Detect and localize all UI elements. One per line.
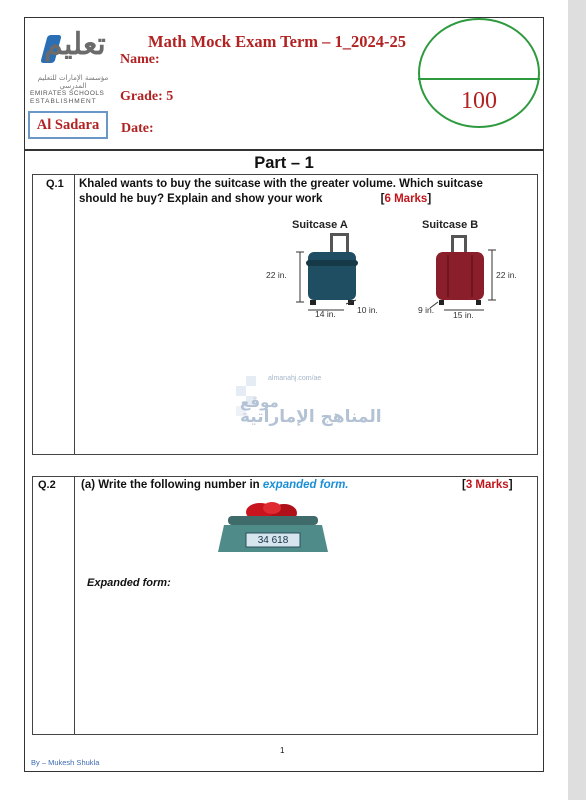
page-number: 1 xyxy=(280,746,285,755)
author-footer: By – Mukesh Shukla xyxy=(31,758,100,767)
question-2-marks: 3 Marks xyxy=(465,479,509,491)
suitcase-a-image xyxy=(296,233,358,310)
part-title: Part – 1 xyxy=(254,154,314,172)
suitcases-illustration xyxy=(258,230,528,325)
header-divider xyxy=(24,149,544,151)
question-number-column xyxy=(33,175,75,454)
suitcase-b-length: 15 in. xyxy=(453,310,474,320)
question-2-marks-wrap: [3 Marks] xyxy=(462,479,513,491)
suitcase-b-image xyxy=(430,235,496,310)
question-1-text: Khaled wants to buy the suitcase with the greater volume. Which suitcase should he buy? Explain and show your work [6 Marks] xyxy=(79,178,483,205)
suitcase-a-length: 14 in. xyxy=(315,309,336,319)
logo-arabic-subtitle: مؤسسة الإمارات للتعليم المدرسي xyxy=(37,74,109,90)
suitcase-b-height: 22 in. xyxy=(496,270,517,280)
total-score: 100 xyxy=(461,88,497,114)
scale-display-number: 34 618 xyxy=(257,535,289,546)
suitcase-b-title: Suitcase B xyxy=(422,219,479,231)
question-2-text: (a) Write the following number in expanded form. xyxy=(81,479,349,491)
question-number-column xyxy=(33,477,75,734)
exam-title: Math Mock Exam Term – 1_2024-25 xyxy=(148,32,407,51)
suitcase-a-width: 10 in. xyxy=(357,305,378,315)
watermark-text-2: المناهج الإماراتية xyxy=(240,407,382,427)
logo-arabic: تعليم xyxy=(44,27,106,62)
question-1-number: Q.1 xyxy=(46,178,64,190)
watermark-text-1: موقع xyxy=(240,393,279,411)
question-2-number: Q.2 xyxy=(38,479,56,491)
score-divider xyxy=(418,78,540,80)
logo-english-line2: ESTABLISHMENT xyxy=(30,98,97,105)
logo-english-line1: EMIRATES SCHOOLS xyxy=(30,90,105,97)
question-1-marks: 6 Marks xyxy=(384,193,428,205)
name-label: Name: xyxy=(120,52,160,67)
school-name: Al Sadara xyxy=(28,111,108,139)
expanded-form-label: Expanded form: xyxy=(87,577,171,589)
suitcase-a-title: Suitcase A xyxy=(292,219,348,231)
viewer-edge xyxy=(568,0,586,800)
watermark-url: almanahj.com/ae xyxy=(268,375,322,382)
scale-illustration xyxy=(218,500,328,558)
suitcase-a-height: 22 in. xyxy=(266,270,287,280)
date-label: Date: xyxy=(121,121,154,136)
expanded-form-term: expanded form. xyxy=(262,479,349,491)
grade-label: Grade: 5 xyxy=(120,89,174,104)
suitcase-b-width: 9 in. xyxy=(418,305,435,315)
